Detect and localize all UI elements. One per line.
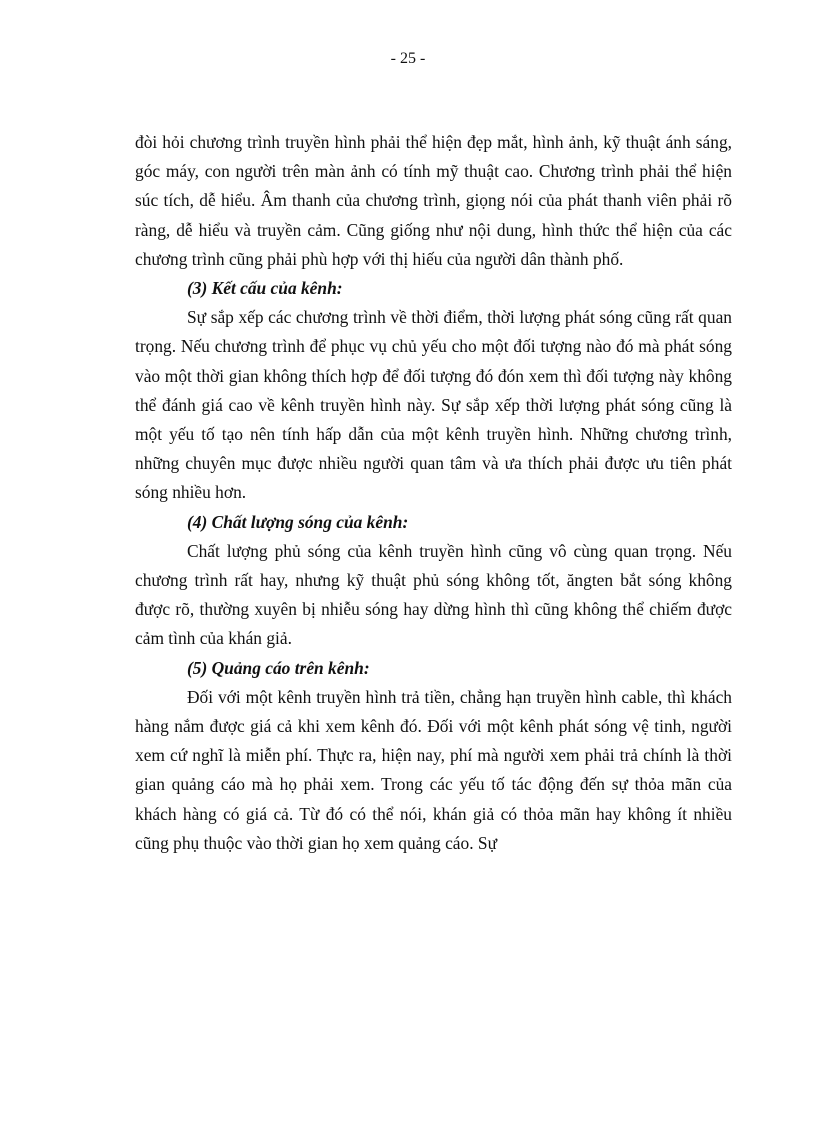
paragraph-continuation: đòi hỏi chương trình truyền hình phải thể hiện đẹp mắt, hình ảnh, kỹ thuật ánh sáng, góc máy, con người trên màn ảnh có tính mỹ thuật cao. Chương trình phải thể hiện súc tích, dễ hiểu. Âm thanh của chương trình, giọng nói của phát thanh viên phải rõ ràng, dễ hiểu và truyền cảm. Cũng giống như nội dung, hình thức thể hiện của các chương trình cũng phải phù hợp với thị hiếu của người dân thành phố. <box>135 132 732 269</box>
paragraph-signal-quality: Chất lượng phủ sóng của kênh truyền hình cũng vô cùng quan trọng. Nếu chương trình rất hay, nhưng kỹ thuật phủ sóng không tốt, ăngten bắt sóng không được rõ, thường xuyên bị nhiễu sóng hay dừng hình thì cũng không thể chiếm được cảm tình của khán giả. <box>135 540 732 649</box>
page-body <box>135 128 732 858</box>
section-heading-advertising: (5) Quảng cáo trên kênh: <box>187 657 370 678</box>
page-number: - 25 - <box>390 50 426 67</box>
section-heading-channel-structure: (3) Kết cấu của kênh: <box>187 278 343 299</box>
section-heading-signal-quality: (4) Chất lượng sóng của kênh: <box>187 511 409 532</box>
paragraph-channel-structure: Sự sắp xếp các chương trình về thời điểm, thời lượng phát sóng cũng rất quan trọng. Nếu chương trình để phục vụ chủ yếu cho một đối tượng nào đó mà phát sóng vào một thời gian không thích hợp để đối tượng đó đón xem thì đối tượng này không thể đánh giá cao về kênh truyền hình này. Sự sắp xếp thời lượng phát sóng cũng là một yếu tố tạo nên tính hấp dẫn của một kênh truyền hình. Những chương trình, những chuyên mục được nhiều người quan tâm và ưa thích phải được ưu tiên phát sóng nhiều hơn. <box>135 307 732 503</box>
paragraph-advertising: Đối với một kênh truyền hình trả tiền, chẳng hạn truyền hình cable, thì khách hàng nắm được giá cả khi xem kênh đó. Đối với một kênh phát sóng vệ tinh, người xem cứ nghĩ là miễn phí. Thực ra, hiện nay, phí mà người xem phải trả chính là thời gian quảng cáo mà họ phải xem. Trong các yếu tố tác động đến sự thỏa mãn của khách hàng có giá cả. Từ đó có thể nói, khán giả có thỏa mãn hay không ít nhiều cũng phụ thuộc vào thời gian họ xem quảng cáo. Sự <box>135 686 732 853</box>
